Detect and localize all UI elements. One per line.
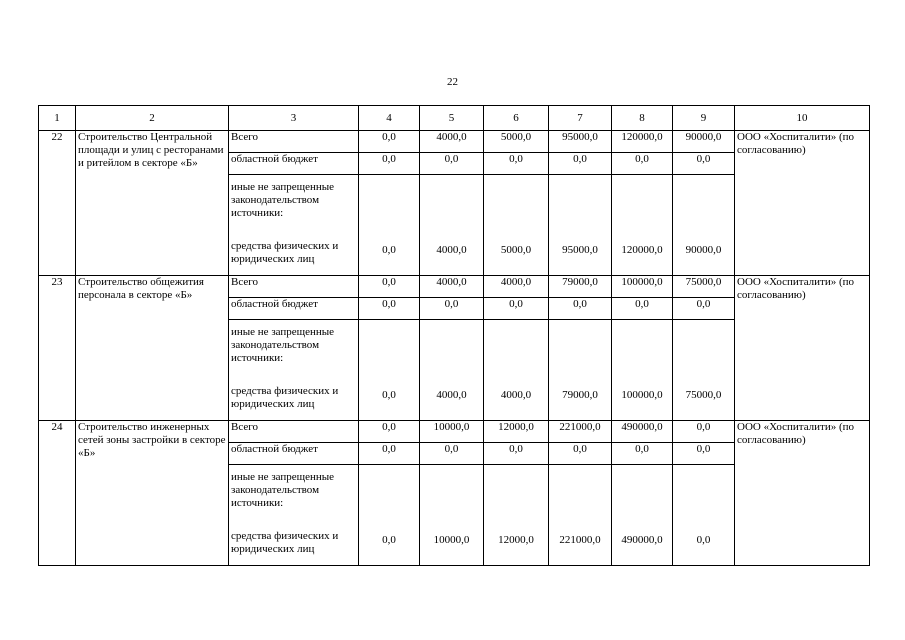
source-regional-label: областной бюджет [229, 153, 359, 175]
value-cell: 0,0 [359, 298, 420, 320]
value-cell: 0,0 [673, 153, 735, 175]
page-number: 22 [447, 76, 458, 88]
value-cell: 0,0 [420, 298, 484, 320]
value-cell: 100000,0 [612, 320, 673, 421]
source-total-label: Всего [229, 131, 359, 153]
measure-name: Строительство Центральной площади и улиц с ресторанами и ритейлом в секторе «Б» [76, 131, 229, 276]
value-cell: 12000,0 [484, 465, 549, 566]
value-cell: 4000,0 [420, 320, 484, 421]
value-cell: 0,0 [359, 131, 420, 153]
source-regional-label: областной бюджет [229, 443, 359, 465]
value-cell: 0,0 [549, 153, 612, 175]
value-cell: 4000,0 [420, 276, 484, 298]
value-cell: 120000,0 [612, 131, 673, 153]
executor: ООО «Хоспиталити» (по согласованию) [735, 276, 870, 421]
spacer [231, 510, 356, 530]
source-other-label: иные не запрещенные законодательством источники: [231, 181, 335, 219]
table-row-total [39, 276, 870, 298]
value-cell: 0,0 [673, 421, 735, 443]
value-cell: 0,0 [612, 443, 673, 465]
source-other-cell [229, 175, 359, 276]
program-table [38, 105, 870, 566]
value-cell: 79000,0 [549, 320, 612, 421]
value-cell: 0,0 [673, 298, 735, 320]
value-cell: 4000,0 [420, 175, 484, 276]
source-total-label: Всего [229, 421, 359, 443]
value-cell: 4000,0 [484, 276, 549, 298]
value-cell: 95000,0 [549, 175, 612, 276]
executor: ООО «Хоспиталити» (по согласованию) [735, 131, 870, 276]
row-number: 23 [39, 276, 76, 421]
value-cell: 221000,0 [549, 465, 612, 566]
header-cell: 5 [420, 106, 484, 131]
measure-name: Строительство общежития персонала в секторе «Б» [76, 276, 229, 421]
value-cell: 100000,0 [612, 276, 673, 298]
source-other-sublabel: средства физических и юридических лиц [231, 385, 339, 410]
source-other-label: иные не запрещенные законодательством источники: [231, 471, 335, 509]
source-other-cell [229, 465, 359, 566]
value-cell: 0,0 [359, 175, 420, 276]
value-cell: 75000,0 [673, 276, 735, 298]
header-cell: 1 [39, 106, 76, 131]
header-cell: 10 [735, 106, 870, 131]
value-cell: 10000,0 [420, 465, 484, 566]
table-row-total [39, 421, 870, 443]
header-cell: 9 [673, 106, 735, 131]
value-cell: 0,0 [484, 153, 549, 175]
value-cell: 120000,0 [612, 175, 673, 276]
value-cell: 0,0 [420, 153, 484, 175]
value-cell: 0,0 [420, 443, 484, 465]
header-cell: 6 [484, 106, 549, 131]
value-cell: 0,0 [612, 153, 673, 175]
value-cell: 5000,0 [484, 175, 549, 276]
value-cell: 90000,0 [673, 131, 735, 153]
value-cell: 0,0 [359, 276, 420, 298]
value-cell: 90000,0 [673, 175, 735, 276]
value-cell: 490000,0 [612, 465, 673, 566]
value-cell: 0,0 [359, 320, 420, 421]
executor: ООО «Хоспиталити» (по согласованию) [735, 421, 870, 566]
value-cell: 0,0 [673, 465, 735, 566]
header-cell: 7 [549, 106, 612, 131]
value-cell: 221000,0 [549, 421, 612, 443]
value-cell: 5000,0 [484, 131, 549, 153]
value-cell: 0,0 [549, 298, 612, 320]
value-cell: 0,0 [359, 443, 420, 465]
row-number: 22 [39, 131, 76, 276]
value-cell: 79000,0 [549, 276, 612, 298]
value-cell: 490000,0 [612, 421, 673, 443]
source-total-label: Всего [229, 276, 359, 298]
value-cell: 0,0 [673, 443, 735, 465]
value-cell: 95000,0 [549, 131, 612, 153]
value-cell: 12000,0 [484, 421, 549, 443]
header-cell: 8 [612, 106, 673, 131]
header-cell: 4 [359, 106, 420, 131]
value-cell: 4000,0 [420, 131, 484, 153]
value-cell: 0,0 [359, 465, 420, 566]
measure-name: Строительство инженерных сетей зоны застройки в секторе «Б» [76, 421, 229, 566]
value-cell: 0,0 [484, 298, 549, 320]
value-cell: 0,0 [549, 443, 612, 465]
header-cell: 2 [76, 106, 229, 131]
value-cell: 0,0 [484, 443, 549, 465]
row-number: 24 [39, 421, 76, 566]
header-cell: 3 [229, 106, 359, 131]
source-regional-label: областной бюджет [229, 298, 359, 320]
header-row [39, 106, 870, 131]
value-cell: 75000,0 [673, 320, 735, 421]
spacer [231, 365, 356, 385]
source-other-label: иные не запрещенные законодательством источники: [231, 326, 335, 364]
value-cell: 0,0 [359, 153, 420, 175]
spacer [231, 220, 356, 240]
value-cell: 4000,0 [484, 320, 549, 421]
value-cell: 10000,0 [420, 421, 484, 443]
source-other-sublabel: средства физических и юридических лиц [231, 530, 339, 555]
value-cell: 0,0 [359, 421, 420, 443]
source-other-sublabel: средства физических и юридических лиц [231, 240, 339, 265]
table-row-total [39, 131, 870, 153]
source-other-cell [229, 320, 359, 421]
value-cell: 0,0 [612, 298, 673, 320]
